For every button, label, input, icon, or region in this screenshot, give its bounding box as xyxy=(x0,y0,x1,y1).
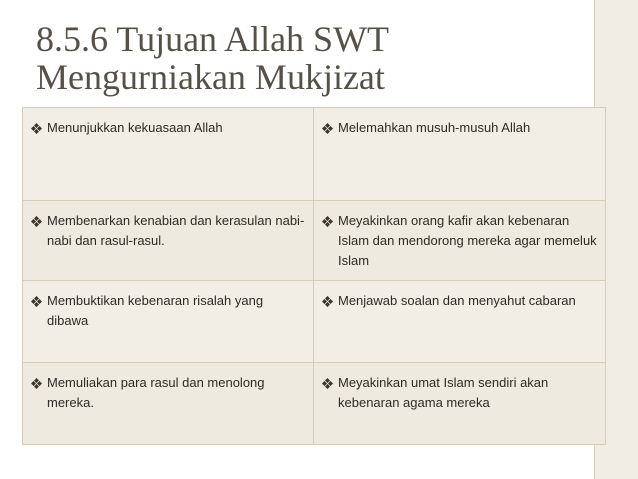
four-diamond-bullet-icon xyxy=(31,373,47,393)
four-diamond-bullet-icon xyxy=(322,118,338,138)
content-table xyxy=(22,107,606,445)
table-cell xyxy=(23,108,314,201)
cell-text: Menunjukkan kekuasaan Allah xyxy=(47,120,223,135)
cell-text: Membuktikan kebenaran risalah yang dibawa xyxy=(47,293,264,329)
four-diamond-bullet-icon xyxy=(322,211,338,231)
four-diamond-bullet-icon xyxy=(31,291,47,311)
table-row xyxy=(23,108,606,201)
four-diamond-bullet-icon xyxy=(322,291,338,311)
table-row xyxy=(23,363,606,445)
table-cell xyxy=(23,281,314,363)
cell-text: Membenarkan kenabian dan kerasulan nabi-nabi dan rasul-rasul. xyxy=(47,213,305,249)
cell-text: Menjawab soalan dan menyahut cabaran xyxy=(338,293,576,309)
slide-title-line-1: 8.5.6 Tujuan Allah SWT xyxy=(36,19,390,59)
cell-text: Memuliakan para rasul dan menolong mereka. xyxy=(47,375,265,411)
slide-title xyxy=(36,20,556,96)
four-diamond-bullet-icon xyxy=(31,211,47,231)
table-cell xyxy=(23,363,314,445)
four-diamond-bullet-icon xyxy=(31,118,47,138)
table-cell xyxy=(314,363,606,445)
table-row xyxy=(23,201,606,281)
table-row xyxy=(23,281,606,363)
table-cell xyxy=(314,281,606,363)
cell-text: Meyakinkan orang kafir akan kebenaran Islam dan mendorong mereka agar memeluk Islam xyxy=(338,213,597,269)
four-diamond-bullet-icon xyxy=(322,373,338,393)
cell-text: Meyakinkan umat Islam sendiri akan kebenaran agama mereka xyxy=(338,375,549,411)
table-cell xyxy=(314,108,606,201)
cell-text: Melemahkan musuh-musuh Allah xyxy=(338,120,531,135)
slide-title-line-2: Mengurniakan Mukjizat xyxy=(36,57,385,97)
table-cell xyxy=(23,201,314,281)
table-cell xyxy=(314,201,606,281)
